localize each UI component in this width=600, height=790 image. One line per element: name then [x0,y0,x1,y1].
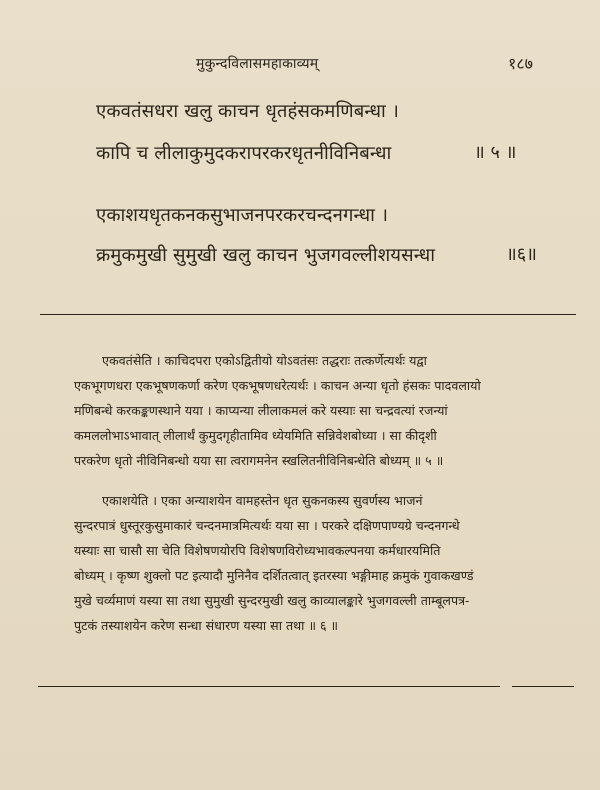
verse-6-number: ॥६॥ [506,244,537,265]
header-title: मुकुन्दविलासमहाकाव्यम् [196,56,319,72]
commentary-line: बोध्यम् । कृष्ण शुक्लो पट इत्यादौ मुनिनैव दर्शितत्वात् इतरस्या भङ्गीमाह क्रमुकं गुवाकखण्डं [74,568,474,583]
divider-rule-bottom [38,686,500,687]
commentary-line: मुखे चर्व्यमाणं यस्या सा तथा सुमुखी सुन्दरमुखी खलु काव्यालङ्कारे भुजगवल्ली ताम्बूलपत्र- [74,593,470,608]
commentary-line: परकरेण धृतो नीविनिबन्धो यया सा त्वरागमनेन स्खलितनीविनिबन्धेति बोध्यम् ॥ ५ ॥ [74,453,444,468]
commentary-line: पुटकं तस्याशयेन करेण सन्धा संधारण यस्या सा तथा ॥ ६ ॥ [74,618,339,633]
commentary-line: एकवतंसेति । काचिदपरा एकोऽद्वितीयो योऽवतंसः तद्धराः तत्कर्णेत्यर्थः यद्वा [102,353,427,368]
running-header [0,52,600,76]
commentary-line: सुन्दरपात्रं धुस्तूरकुसुमाकारं चन्दनमात्रमित्यर्थः यया सा । परकरे दक्षिणपाण्यग्रे चन्दनगन्धे [74,518,460,533]
commentary-line: मणिबन्धे करकङ्कणस्थाने यया । काप्यन्या लीलाकमलं करे यस्याः सा चन्द्रवत्यां रजन्यां [74,403,448,418]
verse-5-line-1: एकवतंसधरा खलु काचन धृतहंसकमणिबन्धा । [96,101,399,122]
commentary-line: यस्याः सा चासौ सा चेति विशेषणयोरपि विशेषणविरोध्यभावकल्पनया कर्मधारयमिति [74,543,441,558]
commentary-line: एकाशयेति । एका अन्याशयेन वामहस्तेन धृत सुकनकस्य सुवर्णस्य भाजनं [102,493,423,508]
verse-6-line-1: एकाशयधृतकनकसुभाजनपरकरचन्दनगन्धा । [96,205,389,226]
commentary-line: कमललोभाऽभावात् लीलार्थं कुमुदगृहीतामिव ध्येयमिति सन्निवेशबोध्या । सा कीदृशी [74,428,437,443]
commentary-line: एकभूगणधरा एकभूषणकर्णा करेण एकभूषणधरेत्यर्थः । काचन अन्या धृतो हंसकः पादवलायो [74,378,481,393]
verse-5-number: ॥ ५ ॥ [474,142,517,163]
verse-5-line-2: कापि च लीलाकुमुदकरापरकरधृतनीविनिबन्धा [96,143,392,164]
page-number: १८७ [508,54,533,73]
verse-6-line-2: क्रमुकमुखी सुमुखी खलु काचन भुजगवल्लीशयसन्धा [96,245,436,266]
divider-rule-bottom-end [512,686,574,687]
divider-rule-top [40,314,576,315]
